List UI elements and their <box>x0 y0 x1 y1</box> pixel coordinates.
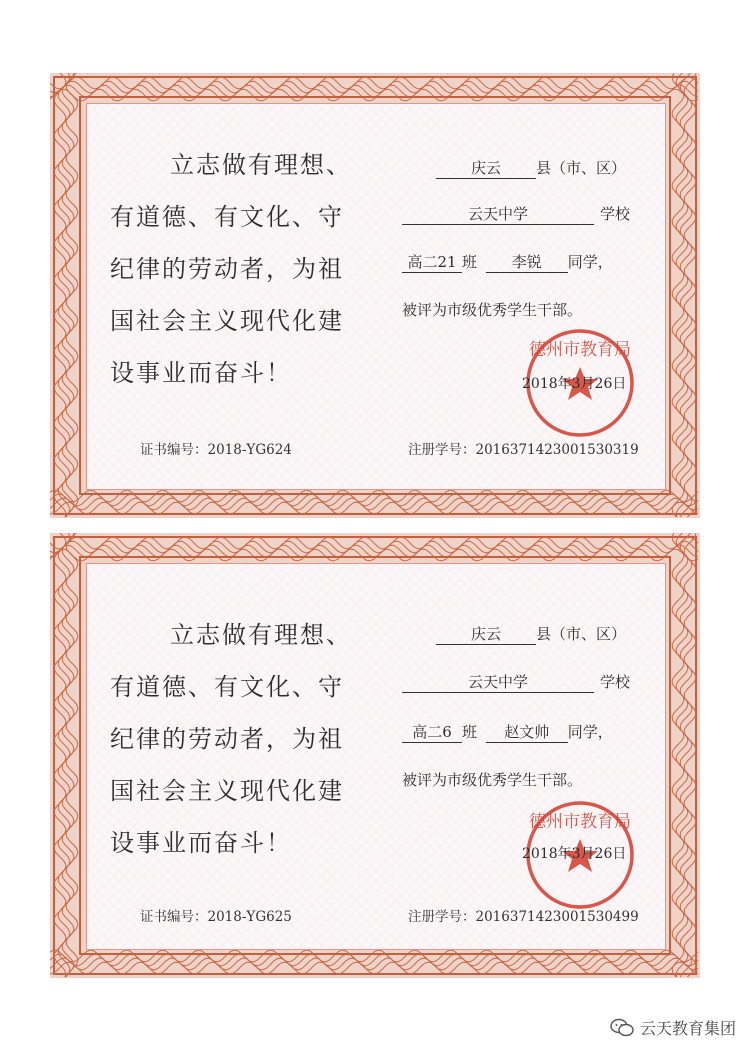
student-suffix: 同学， <box>567 253 613 271</box>
registration-number <box>408 905 639 925</box>
school-value: 云天中学 <box>402 203 594 225</box>
class-value: 高二21 <box>402 251 462 273</box>
school-line <box>402 203 630 225</box>
county-suffix: 县（市、区） <box>536 159 627 177</box>
watermark <box>610 1016 736 1039</box>
issue-date: 2018年3月26日 <box>522 376 627 392</box>
motto-line: 有道德、有文化、守 <box>110 673 344 701</box>
motto-line: 有道德、有文化、守 <box>110 203 344 231</box>
motto-line: 立志做有理想、 <box>170 151 352 179</box>
motto-line: 纪律的劳动者，为祖 <box>110 255 344 283</box>
motto-line: 纪律的劳动者，为祖 <box>110 725 344 753</box>
student-name: 赵文帅 <box>486 721 568 743</box>
school-suffix: 学校 <box>600 205 631 223</box>
certificate-1 <box>50 73 700 518</box>
motto-line: 设事业而奋斗！ <box>110 359 292 387</box>
reg-label: 注册学号： <box>408 442 476 458</box>
school-suffix: 学校 <box>600 673 631 691</box>
motto-line: 国社会主义现代化建 <box>110 307 344 335</box>
school-line <box>402 671 630 693</box>
certificate-2 <box>50 533 700 978</box>
reg-value: 2016371423001530499 <box>475 909 639 925</box>
class-value: 高二6 <box>402 721 462 743</box>
school-value: 云天中学 <box>402 671 594 693</box>
class-line <box>402 251 613 273</box>
watermark-text: 云天教育集团 <box>639 1019 736 1038</box>
reg-value: 2016371423001530319 <box>475 442 639 458</box>
county-value: 庆云 <box>436 623 536 645</box>
student-suffix: 同学， <box>567 723 613 741</box>
motto-line: 设事业而奋斗！ <box>110 829 292 857</box>
class-suffix: 班 <box>462 253 478 271</box>
cert-no-label: 证书编号： <box>140 442 208 458</box>
certificate-number <box>140 438 292 458</box>
class-suffix: 班 <box>462 723 478 741</box>
award-text: 被评为市级优秀学生干部。 <box>402 301 583 319</box>
county-suffix: 县（市、区） <box>536 625 627 643</box>
motto-line: 国社会主义现代化建 <box>110 777 344 805</box>
cert-no-value: 2018-YG624 <box>207 442 292 458</box>
svg-text:德州市教育局: 德州市教育局 <box>529 340 631 360</box>
cert-no-value: 2018-YG625 <box>207 909 292 925</box>
reg-label: 注册学号： <box>408 909 476 925</box>
county-line <box>436 157 626 179</box>
cert-no-label: 证书编号： <box>140 909 208 925</box>
wechat-icon <box>610 1018 634 1038</box>
issue-date: 2018年3月26日 <box>522 846 627 862</box>
county-value: 庆云 <box>436 157 536 179</box>
class-line <box>402 721 613 743</box>
county-line <box>436 623 626 645</box>
motto-line: 立志做有理想、 <box>170 621 352 649</box>
svg-text:德州市教育局: 德州市教育局 <box>529 812 631 832</box>
award-text: 被评为市级优秀学生干部。 <box>402 771 583 789</box>
certificate-number <box>140 905 292 925</box>
student-name: 李锐 <box>486 251 568 273</box>
registration-number <box>408 438 639 458</box>
